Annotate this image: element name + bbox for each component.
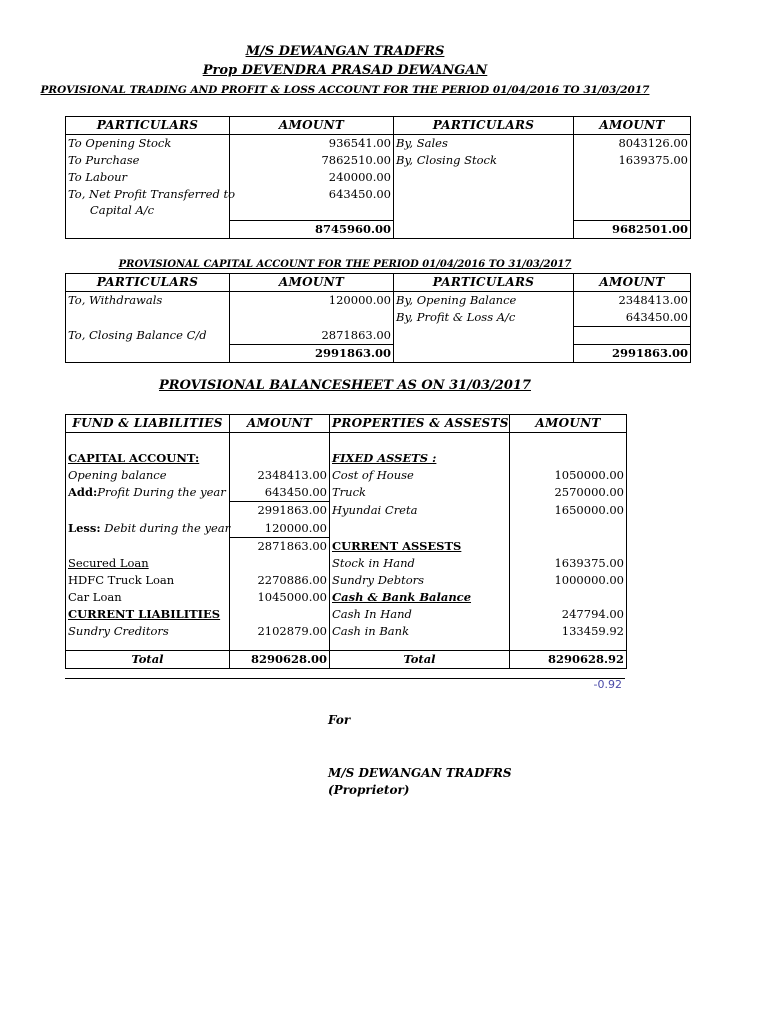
empty-cell <box>330 640 510 651</box>
empty-cell <box>66 640 230 651</box>
total-row <box>66 345 691 363</box>
add-label: Add: <box>68 485 98 499</box>
particular-cell: By, Sales <box>394 135 574 153</box>
footer-for: For <box>328 713 351 727</box>
table-row <box>66 292 691 310</box>
empty-cell <box>330 519 510 538</box>
amount-cell: 7862510.00 <box>230 152 394 169</box>
table-row <box>66 484 627 502</box>
amount-cell: 2570000.00 <box>510 484 627 502</box>
amount-cell <box>574 186 691 220</box>
total-amount: 2991863.00 <box>230 345 394 363</box>
section-heading: Cash & Bank Balance <box>330 589 510 606</box>
amount-cell: 643450.00 <box>574 309 691 327</box>
empty-cell <box>230 450 330 467</box>
table-row <box>66 606 627 623</box>
pl-account-title: PROVISIONAL TRADING AND PROFIT & LOSS ACCOUNT FOR THE PERIOD 01/04/2016 TO 31/03/2017 <box>40 84 650 96</box>
empty-cell <box>230 640 330 651</box>
amount-cell: 1050000.00 <box>510 467 627 484</box>
section-heading: FIXED ASSETS : <box>330 450 510 467</box>
total-amount: 9682501.00 <box>574 220 691 238</box>
proprietor-name: Prop DEVENDRA PRASAD DEWANGAN <box>202 63 488 78</box>
total-row <box>66 651 627 669</box>
empty-cell <box>510 640 627 651</box>
table-row <box>66 555 627 572</box>
table-header-row <box>66 415 627 433</box>
column-header: PROPERTIES & ASSESTS <box>330 415 510 433</box>
column-header: AMOUNT <box>230 117 394 135</box>
column-header: PARTICULARS <box>66 117 230 135</box>
amount-cell: 643450.00 <box>230 186 394 220</box>
table-row <box>66 152 691 169</box>
section-heading: CURRENT ASSESTS <box>330 538 510 556</box>
total-label-cell <box>66 345 230 363</box>
amount-cell: 247794.00 <box>510 606 627 623</box>
amount-cell <box>574 169 691 186</box>
empty-cell <box>230 606 330 623</box>
table-row <box>66 450 627 467</box>
add-text: Profit During the year <box>97 485 226 499</box>
amount-cell <box>574 327 691 345</box>
particular-cell <box>66 309 230 327</box>
amount-cell: 120000.00 <box>230 292 394 310</box>
empty-cell <box>510 433 627 451</box>
particular-cell: To, Withdrawals <box>66 292 230 310</box>
column-header: PARTICULARS <box>66 274 230 292</box>
total-amount: 8745960.00 <box>230 220 394 238</box>
particular-cell: By, Profit & Loss A/c <box>394 309 574 327</box>
table-row <box>66 467 627 484</box>
empty-cell <box>230 433 330 451</box>
footer-firm-name: M/S DEWANGAN TRADFRS <box>328 766 512 780</box>
particular-cell: HDFC Truck Loan <box>66 572 230 589</box>
amount-cell: 1045000.00 <box>230 589 330 606</box>
particular-cell: To Labour <box>66 169 230 186</box>
column-header: AMOUNT <box>230 415 330 433</box>
column-header: AMOUNT <box>230 274 394 292</box>
particular-cell: Cost of House <box>330 467 510 484</box>
double-underline <box>65 678 625 679</box>
column-header: PARTICULARS <box>394 274 574 292</box>
amount-cell: 936541.00 <box>230 135 394 153</box>
particular-cell <box>66 484 230 502</box>
section-heading: CAPITAL ACCOUNT: <box>66 450 230 467</box>
spacer-row <box>66 433 627 451</box>
amount-cell: 2348413.00 <box>574 292 691 310</box>
particular-cell: Truck <box>330 484 510 502</box>
empty-cell <box>330 433 510 451</box>
table-row <box>66 623 627 640</box>
total-amount: 8290628.92 <box>510 651 627 669</box>
column-header: AMOUNT <box>574 117 691 135</box>
particular-cell: Cash in Bank <box>330 623 510 640</box>
particular-cell: Sundry Creditors <box>66 623 230 640</box>
less-text: Debit during the year <box>100 521 231 535</box>
particular-cell: Cash In Hand <box>330 606 510 623</box>
particular-cell: Car Loan <box>66 589 230 606</box>
empty-cell <box>510 538 627 556</box>
table-row <box>66 135 691 153</box>
amount-cell: 643450.00 <box>230 484 330 502</box>
spacer-row <box>66 640 627 651</box>
table-row <box>66 572 627 589</box>
amount-cell: 240000.00 <box>230 169 394 186</box>
particular-cell: To Purchase <box>66 152 230 169</box>
capital-account-table <box>65 273 691 363</box>
trading-pl-table <box>65 116 691 239</box>
amount-cell: 133459.92 <box>510 623 627 640</box>
particular-cell <box>394 169 574 186</box>
particular-cell <box>394 327 574 345</box>
total-label-cell <box>394 220 574 238</box>
particular-cell: Secured Loan <box>66 555 230 572</box>
amount-cell: 1650000.00 <box>510 502 627 520</box>
section-heading: CURRENT LIABILITIES <box>66 606 230 623</box>
total-amount: 8290628.00 <box>230 651 330 669</box>
table-row <box>66 186 691 220</box>
amount-cell: 8043126.00 <box>574 135 691 153</box>
empty-cell <box>510 450 627 467</box>
column-header: FUND & LIABILITIES <box>66 415 230 433</box>
particular-cell: By, Closing Stock <box>394 152 574 169</box>
table-row <box>66 502 627 520</box>
empty-cell <box>230 555 330 572</box>
particular-cell: Sundry Debtors <box>330 572 510 589</box>
particular-cell: Stock in Hand <box>330 555 510 572</box>
particular-cell <box>394 186 574 220</box>
subtotal-amount: 2871863.00 <box>230 538 330 556</box>
empty-cell <box>510 589 627 606</box>
table-row <box>66 589 627 606</box>
table-row <box>66 169 691 186</box>
amount-cell <box>230 309 394 327</box>
amount-cell: 1639375.00 <box>574 152 691 169</box>
empty-cell <box>66 433 230 451</box>
table-header-row <box>66 274 691 292</box>
amount-cell: 2871863.00 <box>230 327 394 345</box>
empty-cell <box>510 519 627 538</box>
column-header: AMOUNT <box>510 415 627 433</box>
total-label-cell <box>394 345 574 363</box>
total-label: Total <box>330 651 510 669</box>
footer-role: (Proprietor) <box>328 783 410 797</box>
capital-account-title: PROVISIONAL CAPITAL ACCOUNT FOR THE PERIOD 01/04/2016 TO 31/03/2017 <box>118 259 572 270</box>
table-row <box>66 327 691 345</box>
total-row <box>66 220 691 238</box>
particular-cell: To, Net Profit Transferred to Capital A/c <box>66 186 230 220</box>
firm-name: M/S DEWANGAN TRADFRS <box>245 44 445 59</box>
amount-cell: 2270886.00 <box>230 572 330 589</box>
less-label: Less: <box>68 521 101 535</box>
particular-cell: By, Opening Balance <box>394 292 574 310</box>
balance-sheet-title: PROVISIONAL BALANCESHEET AS ON 31/03/2017 <box>159 378 531 393</box>
total-label: Total <box>66 651 230 669</box>
amount-cell: 2348413.00 <box>230 467 330 484</box>
column-header: PARTICULARS <box>394 117 574 135</box>
table-row <box>66 519 627 538</box>
empty-cell <box>66 538 230 556</box>
column-header: AMOUNT <box>574 274 691 292</box>
table-row <box>66 309 691 327</box>
particular-cell <box>66 519 230 538</box>
amount-cell: 120000.00 <box>230 519 330 538</box>
amount-cell: 2102879.00 <box>230 623 330 640</box>
subtotal-amount: 2991863.00 <box>230 502 330 520</box>
particular-cell: To Opening Stock <box>66 135 230 153</box>
balance-sheet-table <box>65 414 627 669</box>
difference-value: -0.92 <box>593 678 622 691</box>
amount-cell: 1000000.00 <box>510 572 627 589</box>
total-amount: 2991863.00 <box>574 345 691 363</box>
particular-cell: To, Closing Balance C/d <box>66 327 230 345</box>
particular-cell: Opening balance <box>66 467 230 484</box>
empty-cell <box>66 502 230 520</box>
amount-cell: 1639375.00 <box>510 555 627 572</box>
particular-cell: Hyundai Creta <box>330 502 510 520</box>
total-label-cell <box>66 220 230 238</box>
table-row <box>66 538 627 556</box>
table-header-row <box>66 117 691 135</box>
